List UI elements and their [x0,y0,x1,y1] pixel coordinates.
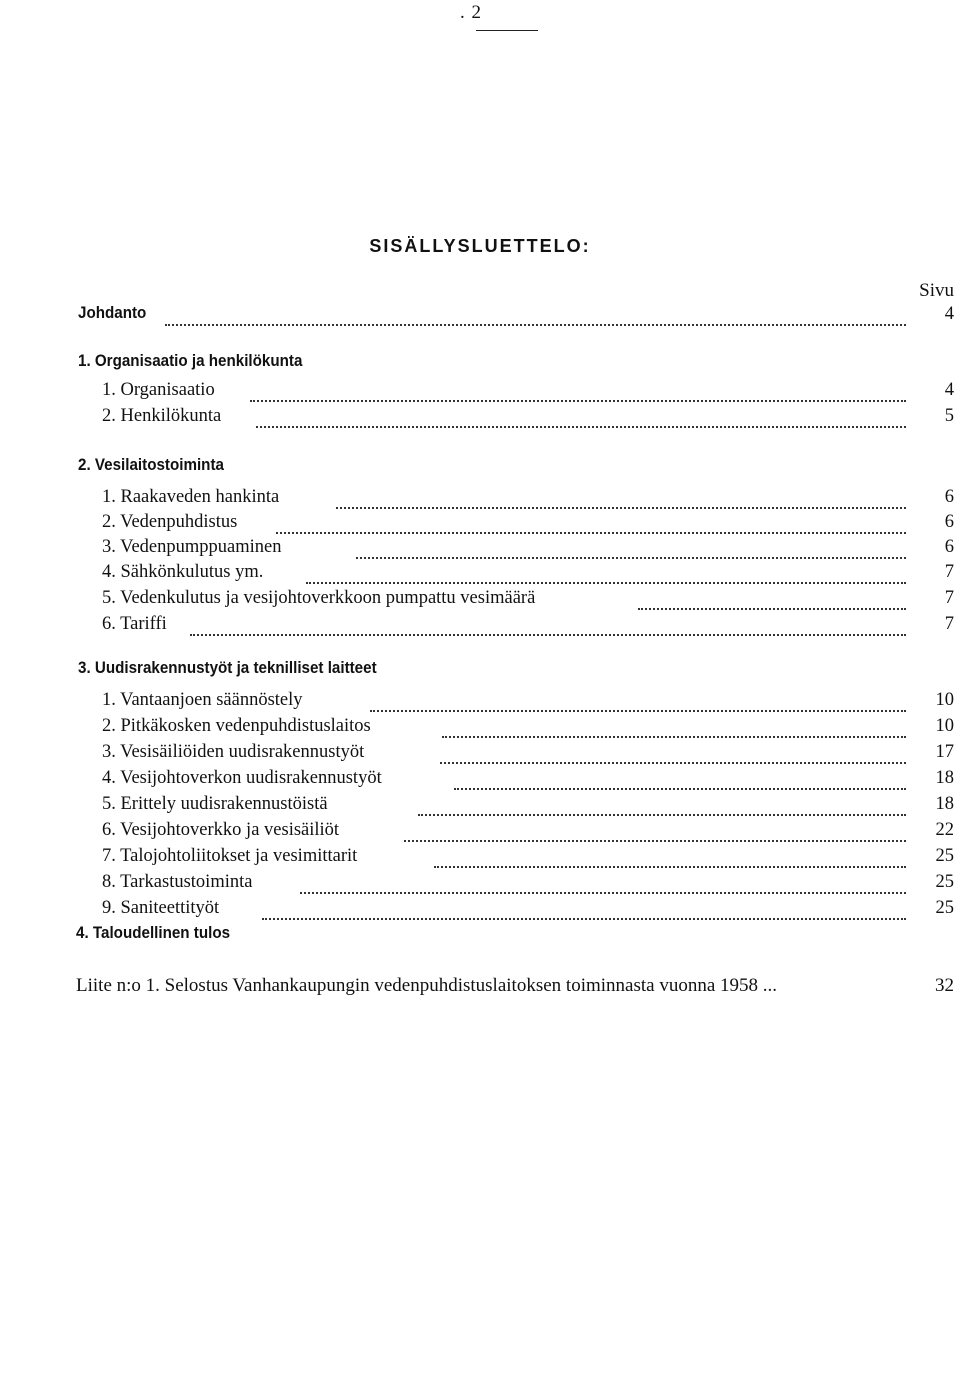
page-column-label: Sivu [919,280,954,301]
toc-entry-page: 32 [935,975,954,996]
toc-entry [0,794,960,820]
toc-entry [0,380,960,406]
toc-entry-title: 4. Taloudellinen tulos [76,924,231,942]
toc-entry [0,898,960,924]
toc-entry-title: 1. Organisaatio ja henkilökunta [78,352,303,370]
dot-leader [404,820,906,842]
toc-entry-title: 1. Organisaatio [102,380,215,400]
toc-entry-page: 25 [935,872,954,892]
toc-entry-title: Johdanto [78,304,147,322]
toc-section [0,659,960,685]
toc-entry [0,742,960,768]
toc-entry-page: 6 [944,487,954,507]
toc-entry [0,562,960,588]
toc-entry-page: 25 [935,898,954,918]
dot-leader [442,716,906,738]
toc-heading: SISÄLLYSLUETTELO: [369,236,591,256]
dot-leader [336,487,906,509]
dot-leader [250,380,906,402]
toc-entry [0,820,960,846]
toc-section [0,352,960,378]
toc-entry-title: Liite n:o 1. Selostus Vanhankaupungin vedenpuhdistuslaitoksen toiminnasta vuonna 1958 ... [76,975,777,996]
toc-entry [0,406,960,432]
toc-entry-page: 18 [935,794,954,814]
toc-entry-page: 7 [944,614,954,634]
toc-entry [0,487,960,513]
toc-entry-title: 6. Tariffi [102,614,167,634]
toc-entry-title: 4. Sähkönkulutus ym. [102,562,264,582]
toc-entry [0,872,960,898]
toc-entry-page: 10 [935,716,954,736]
page-number: . 2 [460,2,482,23]
dot-leader [262,898,906,920]
toc-entry-title: 5. Erittely uudisrakennustöistä [102,794,328,814]
toc-entry-title: 2. Henkilökunta [102,406,222,426]
toc-entry-page: 10 [935,690,954,710]
toc-entry-page: 6 [944,512,954,532]
dot-leader [165,304,906,326]
dot-leader [638,588,906,610]
toc-entry-title: 2. Vesilaitostoiminta [78,456,224,474]
toc-entry-page: 6 [944,537,954,557]
toc-entry [0,768,960,794]
toc-entry [0,716,960,742]
toc-entry [0,512,960,538]
dot-leader [418,794,906,816]
page-number-rule [476,30,538,31]
toc-entry-title: 2. Vedenpuhdistus [102,512,238,532]
toc-entry-page: 22 [935,820,954,840]
toc-entry-page: 25 [935,846,954,866]
dot-leader [256,406,906,428]
dot-leader [306,562,906,584]
dot-leader [190,614,906,636]
toc-entry-page: 7 [944,562,954,582]
dot-leader [454,768,906,790]
toc-entry [0,846,960,872]
toc-entry-title: 2. Pitkäkosken vedenpuhdistuslaitos [102,716,371,736]
toc-entry-title: 4. Vesijohtoverkon uudisrakennustyöt [102,768,382,788]
toc-entry-title: 1. Raakaveden hankinta [102,487,280,507]
toc-entry-title: 7. Talojohtoliitokset ja vesimittarit [102,846,358,866]
toc-entry-title: 3. Vesisäiliöiden uudisrakennustyöt [102,742,365,762]
toc-entry-title: 5. Vedenkulutus ja vesijohtoverkkoon pumpattu vesimäärä [102,588,536,608]
dot-leader [370,690,906,712]
dot-leader [434,846,906,868]
toc-entry [0,690,960,716]
toc-section [0,456,960,482]
toc-entry-page: 17 [935,742,954,762]
toc-entry-title: 8. Tarkastustoiminta [102,872,253,892]
toc-entry-page: 7 [944,588,954,608]
toc-entry [0,588,960,614]
toc-section [0,304,960,330]
toc-entry-title: 3. Uudisrakennustyöt ja teknilliset laitteet [78,659,377,677]
toc-entry-page: 4 [944,304,954,324]
dot-leader [300,872,906,894]
toc-entry-title: 1. Vantaanjoen säännöstely [102,690,303,710]
toc-entry-page: 4 [944,380,954,400]
toc-entry [0,537,960,563]
dot-leader [440,742,906,764]
toc-entry-title: 6. Vesijohtoverkko ja vesisäiliöt [102,820,340,840]
toc-entry [0,614,960,640]
toc-entry-page: 18 [935,768,954,788]
toc-appendix [0,975,960,1001]
toc-entry-page: 5 [944,406,954,426]
toc-entry-title: 9. Saniteettityöt [102,898,220,918]
toc-entry-title: 3. Vedenpumppuaminen [102,537,282,557]
toc-section [0,924,960,950]
dot-leader [356,537,906,559]
dot-leader [276,512,906,534]
